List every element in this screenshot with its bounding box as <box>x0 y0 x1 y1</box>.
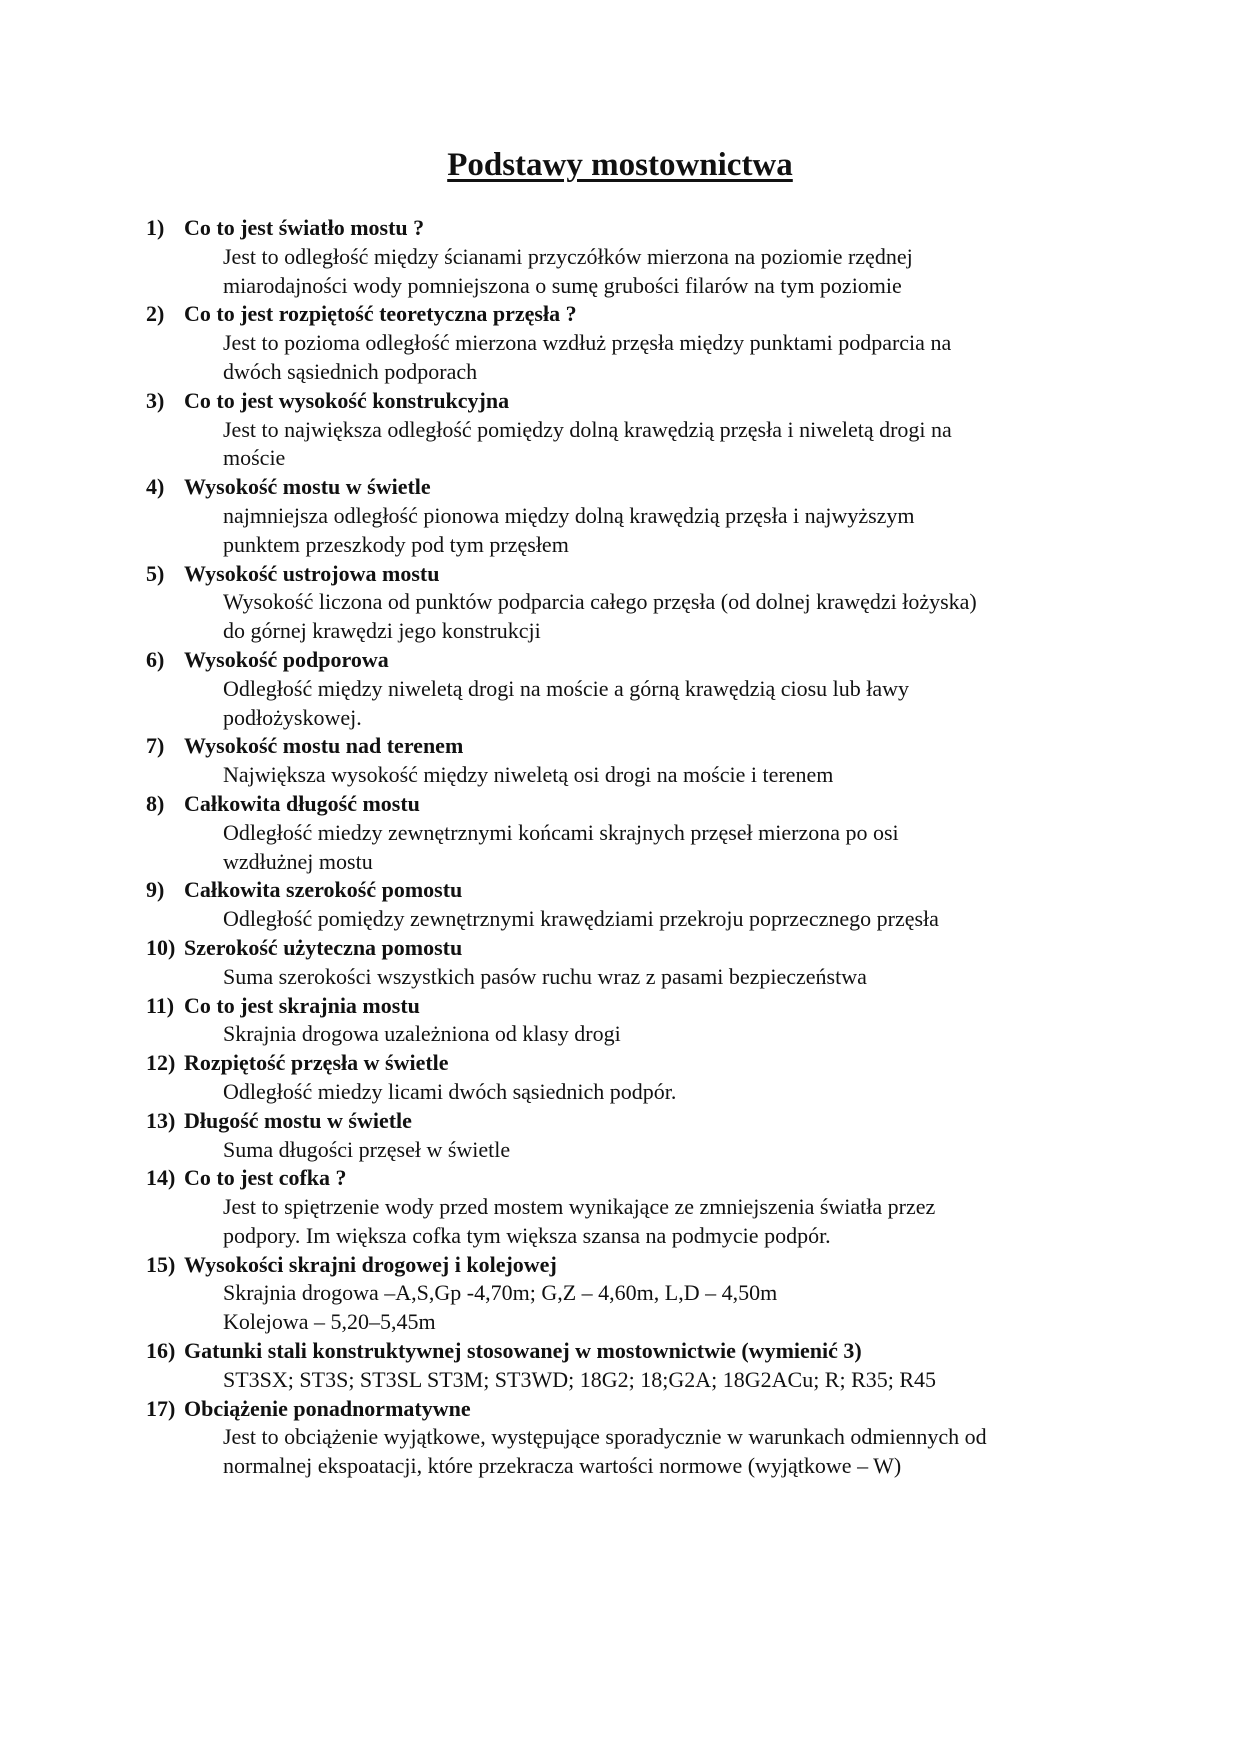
question-text: Szerokość użyteczna pomostu <box>184 934 463 960</box>
list-item <box>146 300 1146 386</box>
list-item <box>146 790 1146 876</box>
list-item <box>146 646 1146 732</box>
question-heading <box>146 300 1146 329</box>
question-heading <box>146 1164 1146 1193</box>
question-heading <box>146 646 1146 675</box>
answer-line: Wysokość liczona od punktów podparcia całego przęsła (od dolnej krawędzi łożyska) <box>223 589 977 615</box>
list-item <box>146 1107 1146 1165</box>
answer-line: dwóch sąsiednich podporach <box>223 358 478 384</box>
question-text: Długość mostu w świetle <box>184 1107 412 1133</box>
question-text: Wysokość mostu w świetle <box>184 474 431 500</box>
question-text: Co to jest wysokość konstrukcyjna <box>184 387 510 413</box>
answer-block <box>146 675 1143 733</box>
answer-block <box>146 761 1143 790</box>
question-text: Całkowita szerokość pomostu <box>184 877 463 903</box>
question-number: 6) <box>146 646 165 672</box>
answer-line: Suma szerokości wszystkich pasów ruchu wraz z pasami bezpieczeństwa <box>223 963 867 989</box>
answer-block <box>146 1193 1143 1251</box>
question-number: 4) <box>146 474 165 500</box>
answer-block <box>146 243 1143 301</box>
list-item <box>146 560 1146 646</box>
answer-line: podłożyskowej. <box>223 704 362 730</box>
list-item <box>146 934 1146 992</box>
question-number: 15) <box>146 1251 176 1277</box>
question-text: Całkowita długość mostu <box>184 790 420 816</box>
answer-line: Jest to spiętrzenie wody przed mostem wynikające ze zmniejszenia światła przez <box>223 1194 936 1220</box>
answer-block <box>146 963 1143 992</box>
answer-block <box>146 502 1143 560</box>
answer-line: Skrajnia drogowa –A,S,Gp -4,70m; G,Z – 4,60m, L,D – 4,50m <box>223 1280 778 1306</box>
question-heading <box>146 560 1146 589</box>
list-item <box>146 214 1146 300</box>
answer-line: Skrajnia drogowa uzależniona od klasy drogi <box>223 1021 621 1047</box>
answer-line: punktem przeszkody pod tym przęsłem <box>223 531 569 557</box>
question-heading <box>146 992 1146 1021</box>
list-item <box>146 1337 1146 1395</box>
answer-line: ST3SX; ST3S; ST3SL ST3M; ST3WD; 18G2; 18;G2A; 18G2ACu; R; R35; R45 <box>223 1366 937 1392</box>
answer-block <box>146 1020 1143 1049</box>
list-item <box>146 732 1146 790</box>
question-heading <box>146 1251 1146 1280</box>
answer-line: wzdłużnej mostu <box>223 848 373 874</box>
page-title: Podstawy mostownictwa <box>447 147 793 183</box>
question-number: 14) <box>146 1165 176 1191</box>
question-list <box>146 214 1146 1481</box>
answer-block <box>146 588 1143 646</box>
question-number: 1) <box>146 215 165 240</box>
answer-block <box>146 1423 1143 1481</box>
question-heading <box>146 1107 1146 1136</box>
answer-block <box>146 1078 1143 1107</box>
question-heading <box>146 876 1146 905</box>
answer-line: moście <box>223 445 286 471</box>
question-number: 2) <box>146 301 165 327</box>
question-number: 11) <box>146 992 175 1018</box>
question-number: 12) <box>146 1050 176 1076</box>
question-number: 17) <box>146 1395 176 1421</box>
list-item <box>146 1395 1146 1481</box>
answer-line: Jest to pozioma odległość mierzona wzdłuż przęsła między punktami podparcia na <box>223 330 952 356</box>
answer-block <box>146 329 1143 387</box>
answer-line: normalnej ekspoatacji, które przekracza wartości normowe (wyjątkowe – W) <box>223 1453 902 1479</box>
question-number: 16) <box>146 1338 176 1364</box>
answer-line: Odległość pomiędzy zewnętrznymi krawędziami przekroju poprzecznego przęsła <box>223 906 939 932</box>
question-heading <box>146 214 1146 243</box>
answer-line: Kolejowa – 5,20–5,45m <box>223 1309 436 1335</box>
question-heading <box>146 732 1146 761</box>
answer-line: Największa wysokość między niweletą osi drogi na moście i terenem <box>223 762 834 788</box>
answer-line: podpory. Im większa cofka tym większa szansa na podmycie podpór. <box>223 1222 831 1248</box>
question-heading <box>146 1395 1146 1424</box>
answer-line: Jest to obciążenie wyjątkowe, występujące sporadycznie w warunkach odmiennych od <box>223 1424 987 1450</box>
question-text: Co to jest rozpiętość teoretyczna przęsła ? <box>184 301 577 327</box>
answer-line: do górnej krawędzi jego konstrukcji <box>223 618 541 644</box>
list-item <box>146 473 1146 559</box>
answer-block <box>146 416 1143 474</box>
question-number: 9) <box>146 877 165 903</box>
answer-block <box>146 1279 1143 1337</box>
list-item <box>146 1251 1146 1337</box>
question-number: 3) <box>146 387 165 413</box>
question-heading <box>146 790 1146 819</box>
question-text: Obciążenie ponadnormatywne <box>184 1395 471 1421</box>
question-text: Gatunki stali konstruktywnej stosowanej w mostownictwie (wymienić 3) <box>184 1338 862 1364</box>
answer-line: Odległość miedzy licami dwóch sąsiednich podpór. <box>223 1078 677 1104</box>
answer-line: Suma długości przęseł w świetle <box>223 1136 511 1162</box>
list-item <box>146 387 1146 473</box>
answer-block <box>146 819 1143 877</box>
list-item <box>146 1049 1146 1107</box>
answer-block <box>146 1136 1143 1165</box>
question-text: Rozpiętość przęsła w świetle <box>184 1050 449 1076</box>
list-item <box>146 876 1146 934</box>
question-text: Co to jest skrajnia mostu <box>184 992 420 1018</box>
answer-line: najmniejsza odległość pionowa między dolną krawędzią przęsła i najwyższym <box>223 502 915 528</box>
question-heading <box>146 1337 1146 1366</box>
question-heading <box>146 473 1146 502</box>
list-item <box>146 992 1146 1050</box>
answer-line: Odległość między niweletą drogi na moście a górną krawędzią ciosu lub ławy <box>223 675 910 701</box>
question-text: Co to jest światło mostu ? <box>184 215 425 240</box>
answer-line: Jest to odległość między ścianami przyczółków mierzona na poziomie rzędnej <box>223 243 913 269</box>
question-text: Co to jest cofka ? <box>184 1165 347 1191</box>
answer-line: miarodajności wody pomniejszona o sumę grubości filarów na tym poziomie <box>223 272 902 298</box>
question-text: Wysokość mostu nad terenem <box>184 733 464 759</box>
answer-block <box>146 905 1143 934</box>
question-number: 5) <box>146 560 165 586</box>
question-text: Wysokości skrajni drogowej i kolejowej <box>184 1251 557 1277</box>
question-number: 7) <box>146 733 165 759</box>
question-heading <box>146 934 1146 963</box>
question-number: 13) <box>146 1107 176 1133</box>
answer-line: Jest to największa odległość pomiędzy dolną krawędzią przęsła i niweletą drogi na <box>223 416 952 442</box>
answer-block <box>146 1366 1143 1395</box>
question-heading <box>146 387 1146 416</box>
answer-line: Odległość miedzy zewnętrznymi końcami skrajnych przęseł mierzona po osi <box>223 819 899 845</box>
list-item <box>146 1164 1146 1250</box>
question-text: Wysokość podporowa <box>184 646 389 672</box>
question-text: Wysokość ustrojowa mostu <box>184 560 440 586</box>
question-heading <box>146 1049 1146 1078</box>
question-number: 10) <box>146 934 176 960</box>
question-number: 8) <box>146 790 165 816</box>
